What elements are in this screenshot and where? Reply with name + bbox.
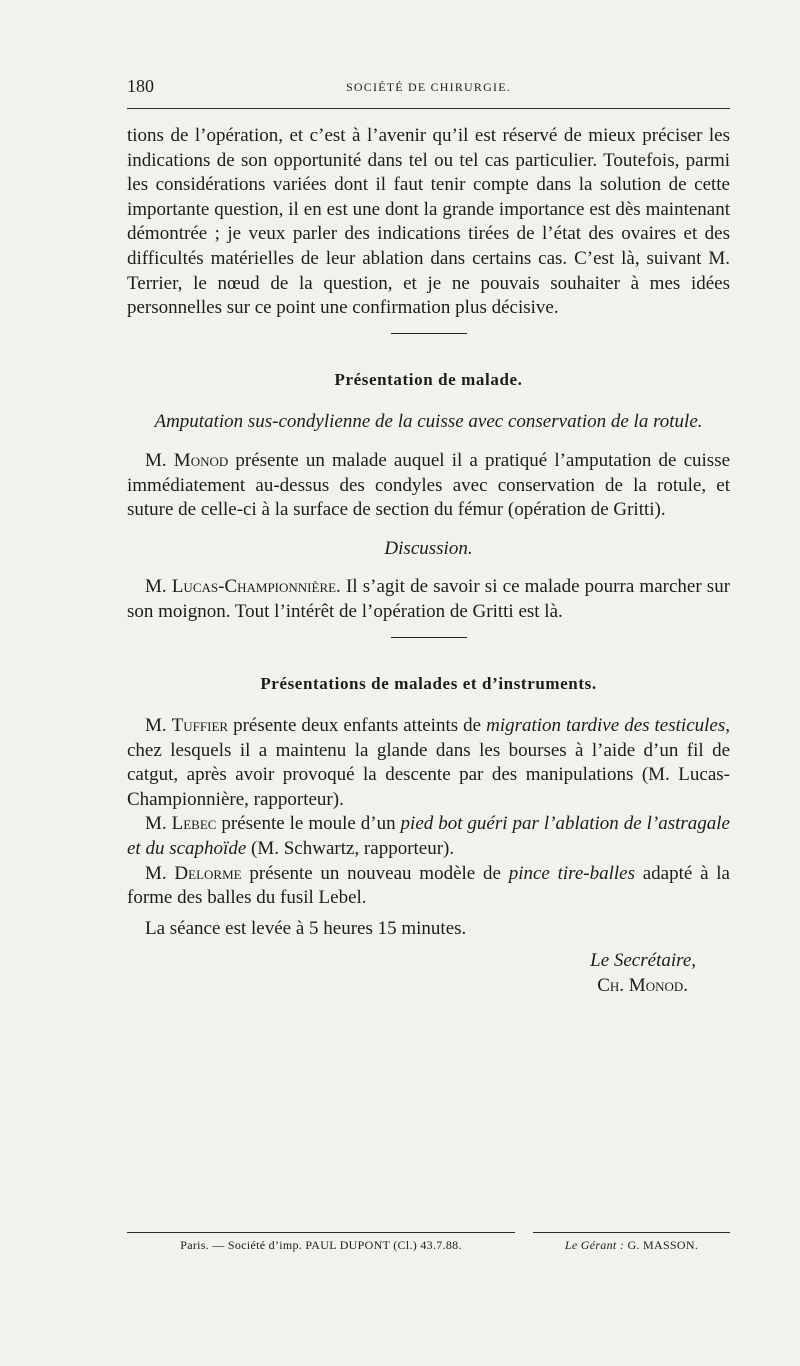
body-text (127, 124, 730, 999)
paragraph-text: présente un nouveau modèle de (249, 862, 501, 884)
prefix: M. (145, 576, 167, 598)
page-header (127, 76, 730, 98)
paragraph-text: adapté à la forme des balles du fusil Lebel. (127, 862, 730, 909)
prefix: M. (145, 715, 167, 737)
author-name: Lebec (171, 813, 217, 835)
italic-text: pied bot guéri par l’ablation de l’astragale et du scaphoïde (127, 813, 730, 860)
subtitle-text: Amputation sus-condylienne de la cuisse avec conservation de la rotule. (154, 411, 703, 433)
gerant-name: G. MASSON. (627, 1238, 699, 1252)
footer-rule-right (533, 1232, 730, 1233)
section-separator (391, 333, 467, 334)
page-number: 180 (127, 76, 154, 96)
italic-text: migration tardive des testicules, (486, 715, 730, 737)
running-title: SOCIÉTÉ DE CHIRURGIE. (346, 80, 511, 94)
section-heading-presentations: Présentations de malades et d’instruments. (260, 673, 597, 693)
section-heading-presentation: Présentation de malade. (334, 369, 523, 389)
paragraph-lucas (127, 575, 730, 624)
author-name: Tuffier (171, 715, 229, 737)
footer-rule-left (127, 1232, 515, 1233)
paragraph-text: présente un malade auquel il a pratiqué l’amputation de cuisse immédiatement au-dessus des condyles avec conservation de la rotule, et suture de celle-ci à la surface de section du fémur (opération de Gritti). (127, 449, 731, 521)
paragraph-delorme (127, 862, 730, 911)
closing-line: La séance est levée à 5 heures 15 minutes. (145, 917, 467, 939)
signature-name: Ch. Monod. (597, 975, 688, 997)
paragraph-lebec (127, 812, 730, 861)
author-name: Monod (173, 449, 229, 471)
paragraph-text: chez lesquels il a maintenu la glande dans les bourses à l’aide d’un fil de catgut, après avoir provoqué la descente par des manipulations (M. Lucas-Championnière, rapporteur). (127, 739, 730, 810)
signature-title (127, 949, 730, 974)
paragraph-monod (127, 449, 730, 523)
discussion-heading (127, 537, 730, 562)
section-separator (391, 637, 467, 638)
paragraph-text: présente le moule d’un (221, 813, 396, 835)
paragraph-text: présente deux enfants atteints de (233, 715, 482, 737)
intro-paragraph: tions de l’opération, et c’est à l’avenir qu’il est réservé de mieux préciser les indications de son opportunité dans tel ou tel cas particulier. Toutefois, parmi les considérations variées dont il faut tenir compte dans la solution de cette importante question, il en est une dont la grande importance est dès maintenant démontrée ; je veux parler des indications tirées de l’état des ovaires et des difficultés matérielles de leur ablation dans certains cas. C’est là, suivant M. Terrier, le nœud de la question, et je ne pouvais souhaiter à mes idées personnelles sur ce point une confirmation plus décisive. (127, 125, 730, 319)
paragraph-text: (M. Schwartz, rapporteur). (251, 838, 455, 860)
printer-imprint: Paris. — Société d’imp. PAUL DUPONT (Cl.) 43.7.88. (180, 1238, 462, 1252)
section-subtitle (127, 410, 730, 435)
prefix: M. (145, 813, 167, 835)
signature-title-text: Le Secrétaire, (590, 950, 696, 972)
paragraph-tuffier (127, 714, 730, 812)
author-name: Delorme (174, 862, 242, 884)
gerant-label: Le Gérant : (564, 1238, 625, 1252)
italic-text: pince tire-balles (508, 862, 635, 884)
prefix: M. (145, 449, 167, 471)
prefix: M. (145, 862, 167, 884)
gerant-line (533, 1238, 730, 1253)
discussion-heading-text: Discussion. (384, 537, 473, 559)
author-name: Lucas-Championnière. (171, 576, 341, 598)
header-rule (127, 108, 730, 109)
paragraph-text: Il s’agit de savoir si ce malade pourra marcher sur son moignon. Tout l’intérêt de l’opération de Gritti est là. (127, 576, 731, 622)
